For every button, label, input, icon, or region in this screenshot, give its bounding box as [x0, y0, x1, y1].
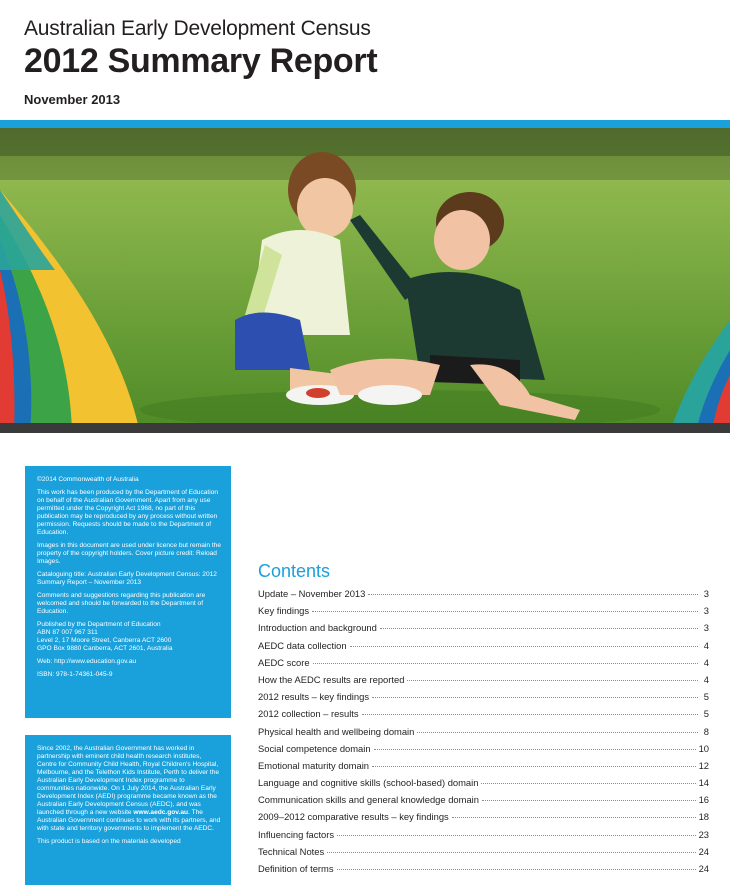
- toc-entry-page: 5: [703, 691, 709, 703]
- toc-entry-label: Language and cognitive skills (school-based) domain: [258, 777, 479, 789]
- toc-entry[interactable]: [258, 691, 709, 708]
- toc-entry-page: 3: [703, 588, 709, 599]
- report-title: 2012 Summary Report: [24, 42, 378, 80]
- toc-leader-dots: [362, 714, 698, 715]
- table-of-contents: [258, 588, 709, 880]
- toc-entry-label: 2009–2012 comparative results – key findings: [258, 811, 449, 823]
- toc-entry-page: 24: [698, 863, 709, 874]
- toc-leader-dots: [481, 783, 695, 784]
- cover-photo-illustration: [0, 120, 730, 433]
- toc-entry-page: 14: [698, 777, 709, 789]
- toc-entry-label: 2012 collection – results: [258, 708, 359, 720]
- toc-entry-page: 24: [698, 845, 709, 857]
- toc-entry-page: 3: [703, 605, 709, 617]
- toc-entry-label: Physical health and wellbeing domain: [258, 725, 415, 737]
- toc-entry-page: 16: [698, 794, 709, 806]
- toc-leader-dots: [417, 732, 698, 733]
- toc-entry-label: 2012 results – key findings: [258, 691, 370, 703]
- publisher-line-1: Published by the Department of Education: [37, 621, 161, 628]
- toc-entry-label: Social competence domain: [258, 742, 371, 754]
- toc-entry-label: Communication skills and general knowledge domain: [258, 794, 479, 806]
- toc-entry-page: 10: [698, 742, 709, 754]
- toc-entry[interactable]: [258, 743, 709, 760]
- publisher-block: [37, 621, 221, 653]
- toc-leader-dots: [380, 628, 698, 629]
- toc-entry-page: 3: [703, 622, 709, 634]
- toc-leader-dots: [372, 766, 696, 767]
- toc-entry-page: 5: [703, 708, 709, 720]
- report-subtitle: Australian Early Development Census: [24, 17, 371, 40]
- report-date: November 2013: [24, 92, 121, 107]
- toc-entry-label: How the AEDC results are reported: [258, 673, 405, 685]
- publisher-line-4: GPO Box 9880 Canberra, ACT 2601, Australia: [37, 645, 173, 652]
- cover-bottom-stripe: [0, 423, 730, 433]
- toc-entry[interactable]: [258, 863, 709, 880]
- toc-entry[interactable]: [258, 588, 709, 605]
- toc-leader-dots: [368, 594, 698, 595]
- publisher-line-3: Level 2, 17 Moore Street, Canberra ACT 2600: [37, 637, 172, 644]
- images-paragraph: Images in this document are used under licence but remain the property of the copyright holders. Cover picture credit: Reload Images.: [37, 542, 221, 565]
- toc-entry-page: 12: [698, 759, 709, 771]
- toc-leader-dots: [452, 817, 696, 818]
- toc-entry-label: Key findings: [258, 605, 310, 617]
- toc-entry[interactable]: [258, 657, 709, 674]
- toc-entry[interactable]: [258, 829, 709, 846]
- toc-leader-dots: [312, 611, 698, 612]
- toc-leader-dots: [350, 646, 698, 647]
- toc-entry[interactable]: [258, 640, 709, 657]
- web-line[interactable]: Web: http://www.education.gov.au: [37, 658, 137, 665]
- cataloguing-paragraph: Cataloguing title: Australian Early Development Census: 2012 Summary Report – November 2013: [37, 571, 217, 586]
- toc-entry[interactable]: [258, 605, 709, 622]
- comments-paragraph: Comments and suggestions regarding this publication are welcomed and should be forwarded to the Department of Education.: [37, 592, 206, 615]
- toc-leader-dots: [372, 697, 698, 698]
- toc-entry-page: 23: [698, 828, 709, 840]
- toc-leader-dots: [313, 663, 698, 664]
- toc-entry-label: AEDC score: [258, 656, 310, 668]
- cover-photo: [0, 120, 730, 433]
- publisher-line-2: ABN 87 007 967 311: [37, 629, 98, 636]
- toc-entry[interactable]: [258, 674, 709, 691]
- toc-leader-dots: [327, 852, 695, 853]
- copyright-paragraph: This work has been produced by the Department of Education on behalf of the Australian Government. Apart from any use permitted under the Copyright Act 1968, no part of this publication may be reproduced by any process without written permission. Requests should be made to the Department of Education.: [37, 489, 219, 536]
- toc-entry-page: 18: [698, 811, 709, 823]
- toc-entry[interactable]: [258, 708, 709, 725]
- toc-entry-label: Emotional maturity domain: [258, 759, 369, 771]
- about-paragraph: [37, 745, 221, 833]
- toc-entry[interactable]: [258, 760, 709, 777]
- toc-leader-dots: [407, 680, 698, 681]
- copyright-line: ©2014 Commonwealth of Australia: [37, 476, 139, 483]
- toc-entry-label: AEDC data collection: [258, 639, 347, 651]
- contents-heading: Contents: [258, 561, 331, 581]
- about-aedc-box: [25, 735, 231, 885]
- about-text-a: Since 2002, the Australian Government has worked in partnership with eminent child health research institutes, Centre for Community Child Health, Royal Children's Hospital, Melbourne, and the Telethon Kids Institute, Perth to deliver the Australian Early Development Index programme to communities nationwide. On 1 July 2014, the Australian Early Development Index (AEDI) programme became known as the Australian Early Development Census (AEDC), and was launched through a new website: [37, 745, 220, 816]
- toc-entry-label: Introduction and background: [258, 622, 377, 634]
- aedc-website-link[interactable]: www.aedc.gov.au: [133, 809, 189, 816]
- product-basis-paragraph: This product is based on the materials developed: [37, 838, 181, 845]
- toc-entry-page: 8: [703, 725, 709, 737]
- toc-entry-label: Definition of terms: [258, 863, 334, 874]
- toc-leader-dots: [337, 869, 696, 870]
- toc-leader-dots: [374, 749, 696, 750]
- toc-entry[interactable]: [258, 846, 709, 863]
- toc-entry-label: Technical Notes: [258, 845, 325, 857]
- about-text-b: . The Australian Government continues to work with its partners, and with state and territory governments to implement the AEDC.: [37, 809, 221, 832]
- report-header: [0, 0, 730, 120]
- toc-entry[interactable]: [258, 622, 709, 639]
- toc-entry-label: Influencing factors: [258, 828, 335, 840]
- toc-entry[interactable]: [258, 777, 709, 794]
- toc-leader-dots: [337, 835, 695, 836]
- copyright-info-box: [25, 466, 231, 718]
- toc-entry-page: 4: [703, 673, 709, 685]
- toc-entry-label: Update – November 2013: [258, 588, 366, 599]
- isbn-line: ISBN: 978-1-74361-045-9: [37, 671, 113, 678]
- toc-entry[interactable]: [258, 794, 709, 811]
- toc-entry-page: 4: [703, 639, 709, 651]
- toc-entry[interactable]: [258, 811, 709, 828]
- toc-leader-dots: [482, 800, 696, 801]
- toc-entry-page: 4: [703, 656, 709, 668]
- toc-entry[interactable]: [258, 726, 709, 743]
